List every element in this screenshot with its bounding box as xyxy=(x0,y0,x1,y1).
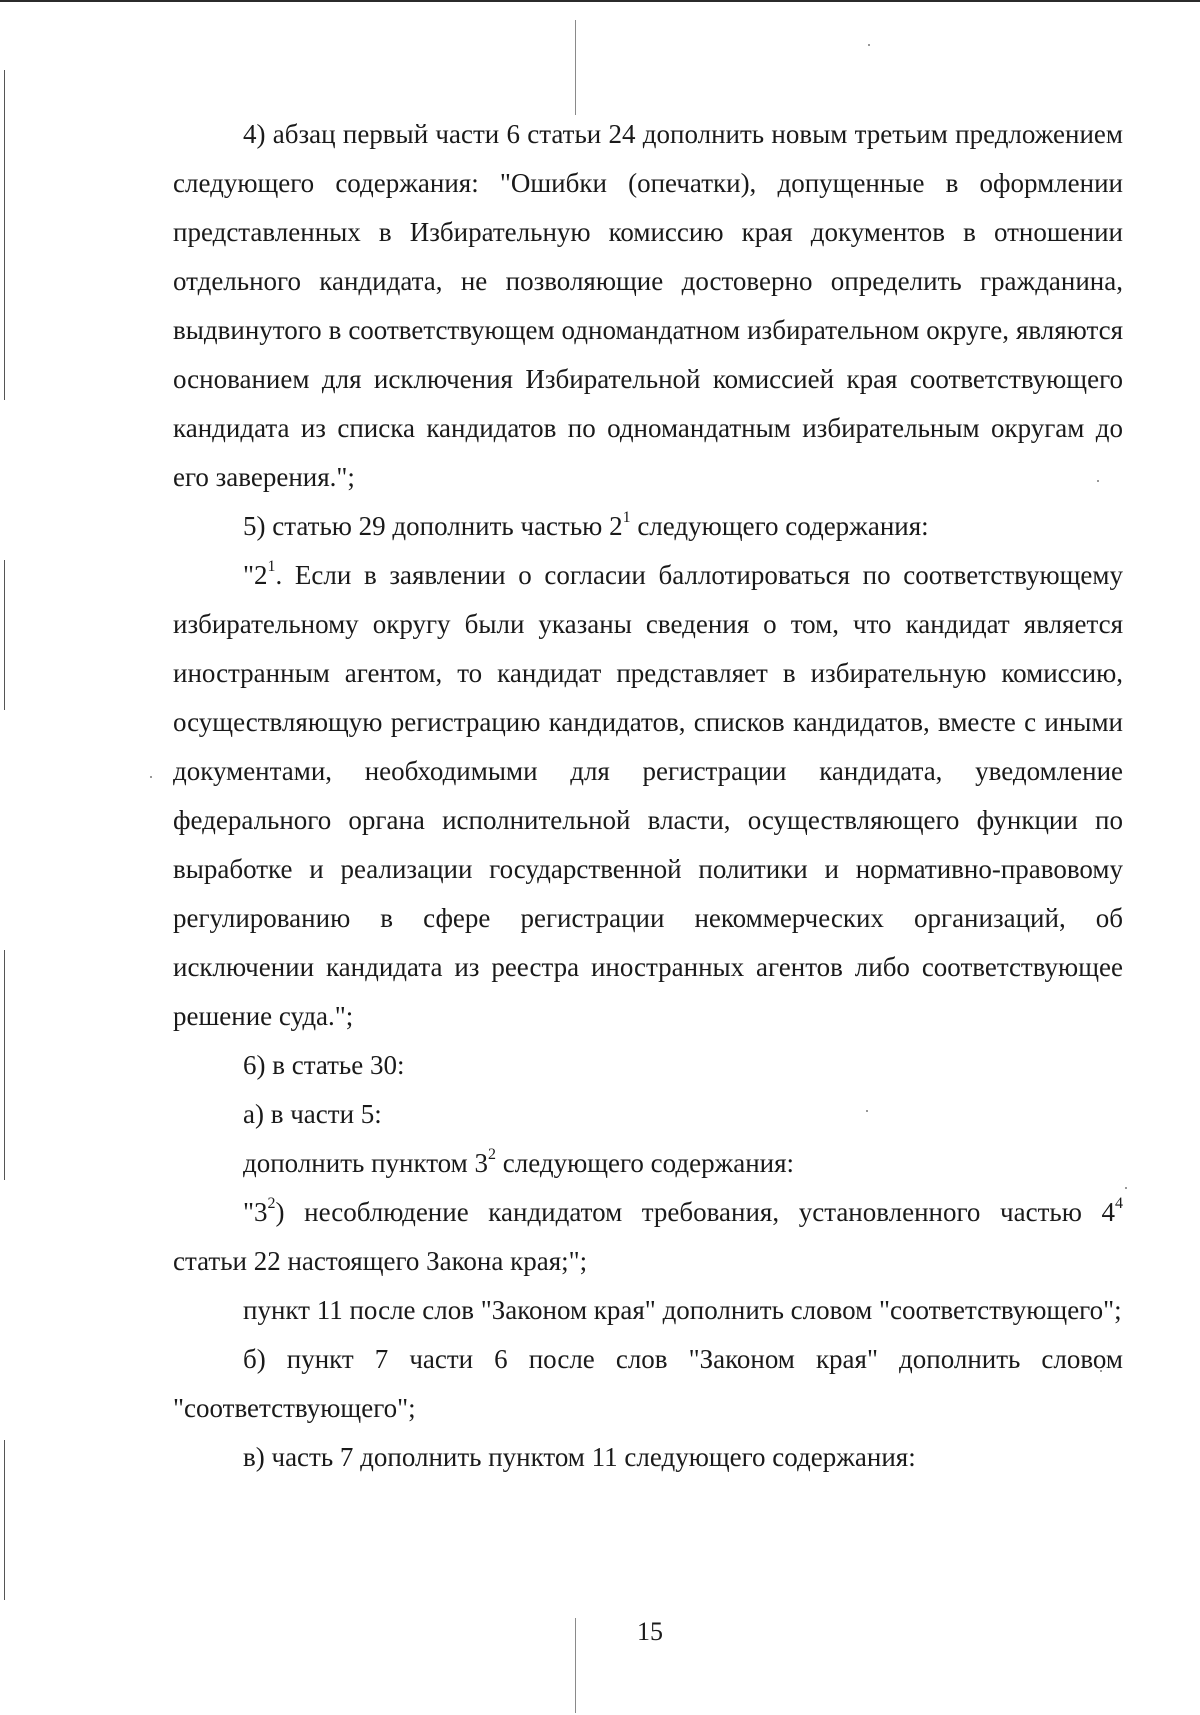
paragraph-part-7 xyxy=(173,1433,1123,1482)
scan-speck xyxy=(150,776,152,778)
paragraph-text: следующего содержания: xyxy=(496,1148,795,1178)
paragraph-part-5 xyxy=(173,1090,1123,1139)
paragraph-text: б) пункт 7 части 6 после слов "Законом края" дополнить словом "соответствующего"; xyxy=(173,1344,1123,1423)
paragraph-part-2-1 xyxy=(173,551,1123,1041)
scan-speck xyxy=(1125,1187,1127,1189)
scan-edge-mark xyxy=(4,950,5,1180)
paragraph-article-29 xyxy=(173,502,1123,551)
paragraph-text: в) часть 7 дополнить пунктом 11 следующего содержания: xyxy=(243,1442,916,1472)
paragraph-text: дополнить пунктом 3 xyxy=(243,1148,488,1178)
paragraph-add-point-3-2 xyxy=(173,1139,1123,1188)
superscript: 2 xyxy=(488,1146,496,1163)
paragraph-text: "2 xyxy=(243,560,268,590)
paragraph-point-11 xyxy=(173,1286,1123,1335)
paragraph-part-6-point-7 xyxy=(173,1335,1123,1433)
paragraph-text: статьи 22 настоящего Закона края;"; xyxy=(173,1246,588,1276)
paragraph-point-3-2-text xyxy=(173,1188,1123,1286)
paragraph-article-24 xyxy=(173,110,1123,502)
scan-edge-mark xyxy=(4,1440,5,1600)
scan-speck xyxy=(868,44,870,46)
superscript: 2 xyxy=(267,1195,276,1212)
page-number: 15 xyxy=(637,1617,663,1646)
superscript: 4 xyxy=(1115,1195,1123,1212)
fold-crease xyxy=(575,20,576,115)
paragraph-text: ) несоблюдение кандидатом требования, установленного частью 4 xyxy=(275,1197,1115,1227)
superscript: 1 xyxy=(267,558,276,575)
paragraph-text: 4) абзац первый части 6 статьи 24 дополнить новым третьим предложением следующего содержания: "Ошибки (опечатки), допущенные в оформлении представленных в Избирательную комиссию края документов в отношении отдельного кандидата, не позволяющие достоверно определить гражданина, выдвинутого в соответствующем одномандатном избирательном округе, являются основанием для исключения Избирательной комиссией края соответствующего кандидата из списка кандидатов по одномандатным избирательным округам до его заверения."; xyxy=(173,119,1123,492)
top-border-line xyxy=(0,0,1200,2)
scan-edge-mark xyxy=(4,560,5,710)
paragraph-text: а) в части 5: xyxy=(243,1099,382,1129)
paragraph-text: "3 xyxy=(243,1197,268,1227)
paragraph-text: 6) в статье 30: xyxy=(243,1050,405,1080)
paragraph-text: 5) статью 29 дополнить частью 2 xyxy=(243,511,623,541)
paragraph-article-30 xyxy=(173,1041,1123,1090)
superscript: 1 xyxy=(622,509,631,526)
paragraph-text: следующего содержания: xyxy=(630,511,929,541)
paragraph-text: пункт 11 после слов "Законом края" дополнить словом "соответствующего"; xyxy=(243,1295,1122,1325)
paragraph-text: . Если в заявлении о согласии баллотироваться по соответствующему избирательному округу были указаны сведения о том, что кандидат является иностранным агентом, то кандидат представляет в избирательную комиссию, осуществляющую регистрацию кандидатов, списков кандидатов, вместе с иными документами, необходимыми для регистрации кандидата, уведомление федерального органа исполнительной власти, осуществляющего функции по выработке и реализации государственной политики и нормативно-правовому регулированию в сфере регистрации некоммерческих организаций, об исключении кандидата из реестра иностранных агентов либо соответствующее решение суда."; xyxy=(173,560,1123,1031)
document-body xyxy=(173,110,1123,1482)
scan-edge-mark xyxy=(4,70,5,400)
